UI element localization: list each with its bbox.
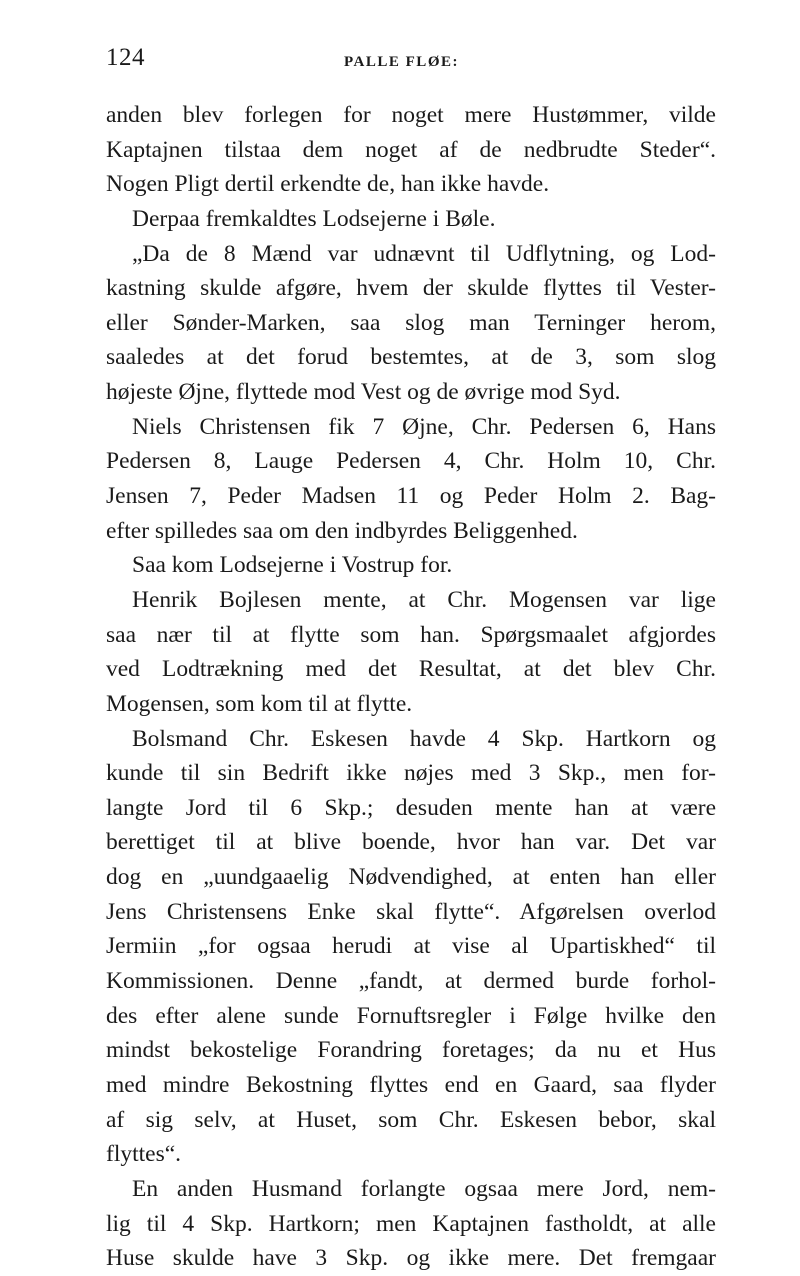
text-line: Huse skulde have 3 Skp. og ikke mere. Det fremgaar [106, 1245, 716, 1272]
text-line: Jensen 7, Peder Madsen 11 og Peder Holm 2. Bag- [106, 483, 716, 510]
text-line: af sig selv, at Huset, som Chr. Eskesen bebor, skal [106, 1106, 716, 1133]
text-line: efter spilledes saa om den indbyrdes Beliggenhed. [106, 517, 578, 544]
text-line: eller Sønder-Marken, saa slog man Terninger herom, [106, 309, 716, 336]
text-line: des efter alene sunde Fornuftsregler i Følge hvilke den [106, 1002, 716, 1029]
text-line: ved Lodtrækning med det Resultat, at det blev Chr. [106, 656, 716, 683]
text-line: Nogen Pligt dertil erkendte de, han ikke havde. [106, 171, 550, 198]
text-line: berettiget til at blive boende, hvor han var. Det var [106, 829, 716, 856]
text-line: Jermiin „for ogsaa herudi at vise al Upartiskhed“ til [106, 933, 716, 960]
text-line: Mogensen, som kom til at flytte. [106, 690, 413, 717]
text-line: lig til 4 Skp. Hartkorn; men Kaptajnen fastholdt, at alle [106, 1210, 716, 1237]
text-line: med mindre Bekostning flyttes end en Gaard, saa flyder [106, 1071, 716, 1098]
running-title: PALLE FLØE: [344, 54, 459, 70]
body-text [106, 98, 716, 1276]
text-line: kastning skulde afgøre, hvem der skulde flyttes til Vester- [106, 275, 716, 302]
text-line: Derpaa fremkaldtes Lodsejerne i Bøle. [132, 205, 496, 232]
text-line: flyttes“. [106, 1141, 182, 1168]
text-line: En anden Husmand forlangte ogsaa mere Jord, nem- [132, 1175, 716, 1202]
text-line: Saa kom Lodsejerne i Vostrup for. [132, 552, 453, 579]
text-line: saaledes at det forud bestemtes, at de 3, som slog [106, 344, 716, 371]
page-number: 124 [106, 44, 145, 71]
text-line: Bolsmand Chr. Eskesen havde 4 Skp. Hartkorn og [132, 725, 716, 752]
text-line: Pedersen 8, Lauge Pedersen 4, Chr. Holm 10, Chr. [106, 448, 716, 475]
text-line: Henrik Bojlesen mente, at Chr. Mogensen var lige [132, 586, 716, 613]
text-line: „Da de 8 Mænd var udnævnt til Udflytning, og Lod- [132, 240, 716, 267]
running-head [106, 44, 716, 84]
text-line: kunde til sin Bedrift ikke nøjes med 3 Skp., men for- [106, 760, 716, 787]
text-line: langte Jord til 6 Skp.; desuden mente han at være [106, 794, 716, 821]
text-line: Kommissionen. Denne „fandt, at dermed burde forhol- [106, 968, 716, 995]
text-line: anden blev forlegen for noget mere Hustømmer, vilde [106, 102, 716, 128]
text-line: højeste Øjne, flyttede mod Vest og de øvrige mod Syd. [106, 379, 621, 406]
text-line: dog en „uundgaaelig Nødvendighed, at enten han eller [106, 864, 716, 891]
text-line: saa nær til at flytte som han. Spørgsmaalet afgjordes [106, 621, 716, 648]
text-line: Jens Christensens Enke skal flytte“. Afgørelsen overlod [106, 898, 716, 925]
text-line: mindst bekostelige Forandring foretages; da nu et Hus [106, 1037, 716, 1064]
text-line: Kaptajnen tilstaa dem noget af de nedbrudte Steder“. [106, 136, 716, 163]
text-line: Niels Christensen fik 7 Øjne, Chr. Pedersen 6, Hans [132, 413, 716, 440]
